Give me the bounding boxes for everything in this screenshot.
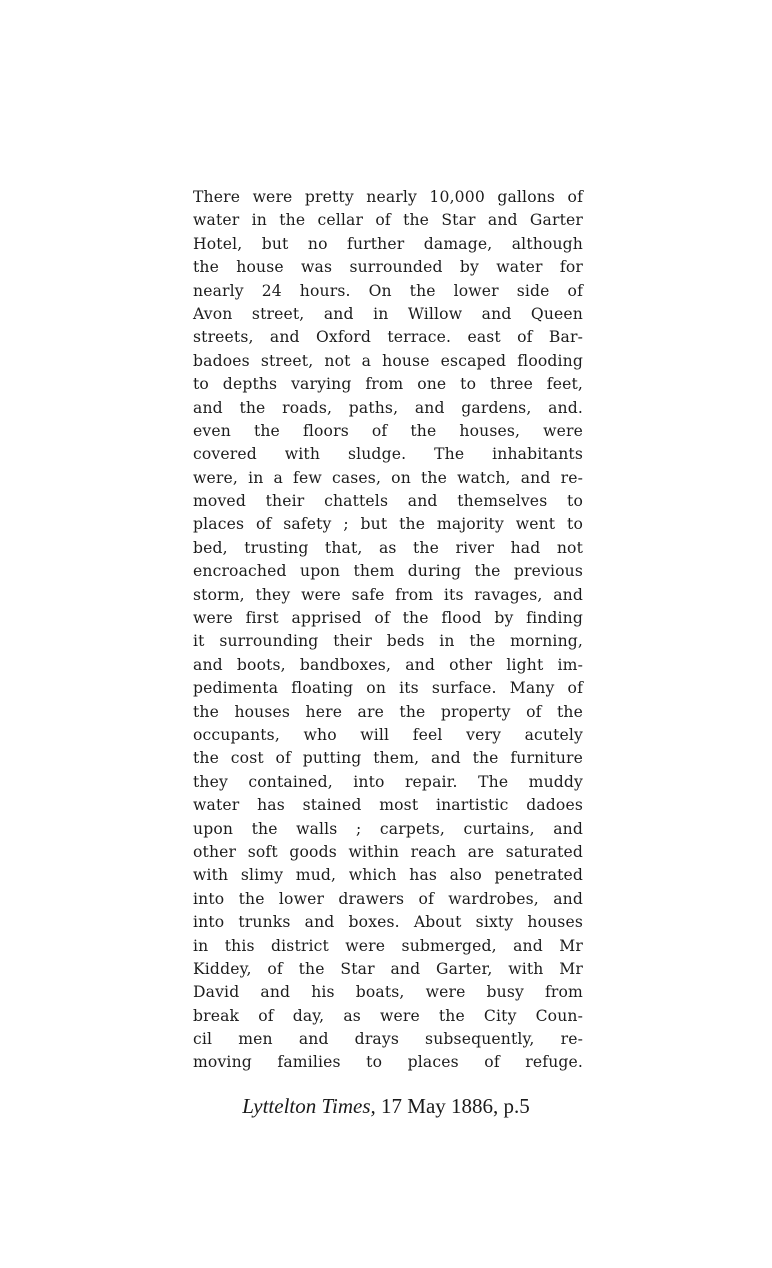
text-line: occupants, who will feel very acutely: [193, 725, 583, 744]
text-line: into trunks and boxes. About sixty houses: [193, 913, 583, 932]
text-line: bed, trusting that, as the river had not: [193, 538, 583, 557]
text-line: to depths varying from one to three feet,: [193, 375, 583, 394]
text-line: upon the walls ; carpets, curtains, and: [193, 819, 583, 838]
text-line: moved their chattels and themselves to: [193, 492, 583, 511]
text-line: streets, and Oxford terrace. east of Bar-: [193, 328, 583, 347]
article-text: [193, 186, 583, 1075]
text-line: encroached upon them during the previous: [193, 562, 583, 581]
text-line: Avon street, and in Willow and Queen: [193, 304, 583, 323]
text-line: they contained, into repair. The muddy: [193, 772, 583, 791]
text-line: moving families to places of refuge.: [193, 1053, 583, 1072]
text-line: even the floors of the houses, were: [193, 421, 583, 440]
citation-date: 17 May 1886, p.5: [375, 1094, 530, 1118]
text-line: break of day, as were the City Coun-: [193, 1006, 583, 1025]
text-line: Kiddey, of the Star and Garter, with Mr: [193, 959, 583, 978]
text-line: were, in a few cases, on the watch, and re-: [193, 468, 583, 487]
text-line: other soft goods within reach are saturated: [193, 842, 583, 861]
text-line: covered with sludge. The inhabitants: [193, 445, 583, 464]
text-line: water has stained most inartistic dadoes: [193, 796, 583, 815]
source-citation: [0, 1094, 772, 1119]
text-line: and the roads, paths, and gardens, and.: [193, 398, 583, 417]
text-line: Hotel, but no further damage, although: [193, 234, 583, 253]
text-line: it surrounding their beds in the morning,: [193, 632, 583, 651]
text-line: badoes street, not a house escaped flooding: [193, 351, 583, 370]
text-line: the houses here are the property of the: [193, 702, 583, 721]
text-line: into the lower drawers of wardrobes, and: [193, 889, 583, 908]
text-line: nearly 24 hours. On the lower side of: [193, 281, 583, 300]
text-line: David and his boats, were busy from: [193, 983, 583, 1002]
text-line: the cost of putting them, and the furniture: [193, 749, 583, 768]
text-line: the house was surrounded by water for: [193, 258, 583, 277]
text-line: in this district were submerged, and Mr: [193, 936, 583, 955]
text-line: storm, they were safe from its ravages, and: [193, 585, 583, 604]
text-line: places of safety ; but the majority went to: [193, 515, 583, 534]
text-line: with slimy mud, which has also penetrated: [193, 866, 583, 885]
text-line: water in the cellar of the Star and Garter: [193, 211, 583, 230]
text-line: There were pretty nearly 10,000 gallons of: [193, 188, 583, 206]
text-line: were first apprised of the flood by finding: [193, 609, 583, 628]
text-line: pedimenta floating on its surface. Many of: [193, 679, 583, 698]
text-line: cil men and drays subsequently, re-: [193, 1030, 583, 1049]
text-line: and boots, bandboxes, and other light im-: [193, 655, 583, 674]
citation-source: Lyttelton Times,: [242, 1094, 376, 1118]
